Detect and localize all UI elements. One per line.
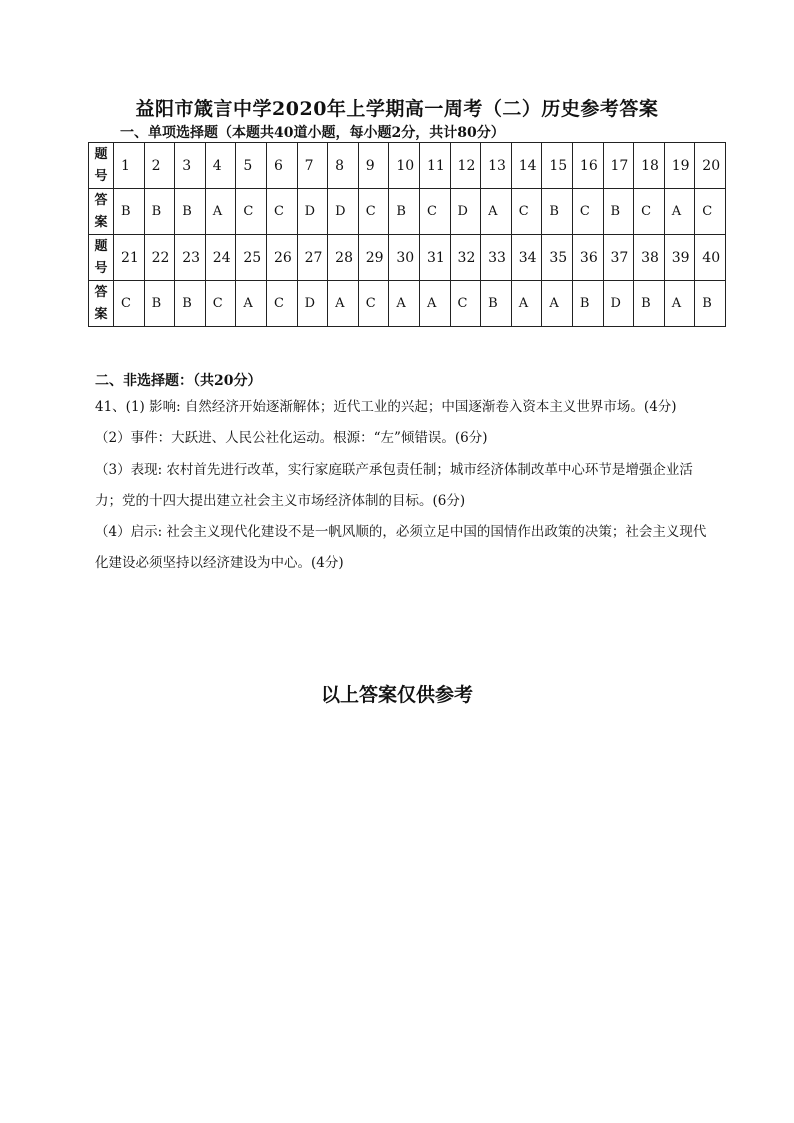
question-number-cell: 32 bbox=[450, 235, 481, 281]
q41-part2: （2）事件：大跃进、人民公社化运动。根源：“左”倾错误。(6分) bbox=[95, 430, 488, 446]
section2-heading: 二、非选择题：（共20分） bbox=[95, 373, 262, 389]
answer-cell: C bbox=[114, 281, 145, 327]
question-number-cell: 28 bbox=[328, 235, 359, 281]
question-number-cell: 29 bbox=[358, 235, 389, 281]
answer-cell: C bbox=[358, 189, 389, 235]
answer-cell: B bbox=[389, 189, 420, 235]
answer-cell: B bbox=[144, 189, 175, 235]
question-number-cell: 1 bbox=[114, 143, 145, 189]
answer-cell: C bbox=[634, 189, 665, 235]
question-number-cell: 21 bbox=[114, 235, 145, 281]
answer-cell: A bbox=[328, 281, 359, 327]
question-number-cell: 33 bbox=[481, 235, 512, 281]
question-number-cell: 4 bbox=[205, 143, 236, 189]
question-number-cell: 9 bbox=[358, 143, 389, 189]
question-number-cell: 11 bbox=[419, 143, 450, 189]
answer-cell: B bbox=[695, 281, 726, 327]
question-number-cell: 10 bbox=[389, 143, 420, 189]
question-number-cell: 35 bbox=[542, 235, 573, 281]
question-number-cell: 2 bbox=[144, 143, 175, 189]
question-number-cell: 22 bbox=[144, 235, 175, 281]
question-number-cell: 38 bbox=[634, 235, 665, 281]
answer-cell: D bbox=[328, 189, 359, 235]
page-title: 益阳市箴言中学2020年上学期高一周考（二）历史参考答案 bbox=[135, 98, 659, 120]
answer-cell: C bbox=[236, 189, 267, 235]
answer-cell: C bbox=[266, 281, 297, 327]
question-number-cell: 8 bbox=[328, 143, 359, 189]
answer-row bbox=[89, 281, 726, 327]
row-header-number: 题 号 bbox=[89, 143, 114, 189]
question-number-cell: 39 bbox=[664, 235, 695, 281]
question-number-cell: 30 bbox=[389, 235, 420, 281]
question-number-row bbox=[89, 143, 726, 189]
q41-part4: （4）启示: 社会主义现代化建设不是一帆风顺的，必须立足中国的国情作出政策的决策；社会主义现代化建设必须坚持以经济建设为中心。(4分) bbox=[95, 524, 707, 571]
question-number-cell: 26 bbox=[266, 235, 297, 281]
answer-cell: B bbox=[144, 281, 175, 327]
answer-cell: B bbox=[542, 189, 573, 235]
question-number-cell: 6 bbox=[266, 143, 297, 189]
answer-cell: B bbox=[603, 189, 634, 235]
answer-cell: A bbox=[511, 281, 542, 327]
answer-cell: A bbox=[664, 189, 695, 235]
question-number-cell: 27 bbox=[297, 235, 328, 281]
answer-cell: C bbox=[419, 189, 450, 235]
question-number-cell: 23 bbox=[175, 235, 206, 281]
answer-cell: A bbox=[389, 281, 420, 327]
closing-note: 以上答案仅供参考 bbox=[320, 684, 473, 706]
answer-cell: C bbox=[572, 189, 603, 235]
answer-cell: B bbox=[481, 281, 512, 327]
answer-cell: A bbox=[419, 281, 450, 327]
answer-cell: B bbox=[175, 281, 206, 327]
question-number-cell: 31 bbox=[419, 235, 450, 281]
answer-cell: A bbox=[481, 189, 512, 235]
answer-cell: D bbox=[603, 281, 634, 327]
question-number-cell: 5 bbox=[236, 143, 267, 189]
answer-cell: C bbox=[450, 281, 481, 327]
q41-part1: 41、(1) 影响: 自然经济开始逐渐解体；近代工业的兴起；中国逐渐卷入资本主义世界市场。(4分) bbox=[95, 399, 677, 415]
answer-cell: D bbox=[450, 189, 481, 235]
q41-part3: （3）表现: 农村首先进行改革，实行家庭联产承包责任制；城市经济体制改革中心环节是增强企业活力；党的十四大提出建立社会主义市场经济体制的目标。(6分) bbox=[95, 462, 693, 509]
answer-cell: C bbox=[511, 189, 542, 235]
question-number-cell: 13 bbox=[481, 143, 512, 189]
answer-cell: C bbox=[695, 189, 726, 235]
question-number-cell: 36 bbox=[572, 235, 603, 281]
question-number-cell: 17 bbox=[603, 143, 634, 189]
question-number-cell: 12 bbox=[450, 143, 481, 189]
answer-cell: C bbox=[266, 189, 297, 235]
answer-cell: C bbox=[358, 281, 389, 327]
question-number-cell: 16 bbox=[572, 143, 603, 189]
question-number-cell: 37 bbox=[603, 235, 634, 281]
question-number-cell: 40 bbox=[695, 235, 726, 281]
row-header-answer: 答 案 bbox=[89, 281, 114, 327]
answer-table bbox=[88, 142, 726, 327]
answer-cell: B bbox=[634, 281, 665, 327]
answer-cell: B bbox=[114, 189, 145, 235]
answer-cell: A bbox=[205, 189, 236, 235]
answer-cell: C bbox=[205, 281, 236, 327]
row-header-answer: 答 案 bbox=[89, 189, 114, 235]
answer-cell: B bbox=[572, 281, 603, 327]
question-number-cell: 19 bbox=[664, 143, 695, 189]
question-number-cell: 24 bbox=[205, 235, 236, 281]
answer-cell: D bbox=[297, 281, 328, 327]
question-number-cell: 14 bbox=[511, 143, 542, 189]
row-header-number: 题 号 bbox=[89, 235, 114, 281]
question-number-cell: 3 bbox=[175, 143, 206, 189]
answer-cell: A bbox=[664, 281, 695, 327]
question-number-cell: 18 bbox=[634, 143, 665, 189]
answer-cell: A bbox=[542, 281, 573, 327]
answer-row bbox=[89, 189, 726, 235]
answer-cell: B bbox=[175, 189, 206, 235]
question-number-cell: 15 bbox=[542, 143, 573, 189]
question-number-cell: 34 bbox=[511, 235, 542, 281]
question-number-cell: 25 bbox=[236, 235, 267, 281]
question-number-row bbox=[89, 235, 726, 281]
section1-heading: 一、单项选择题（本题共40道小题，每小题2分，共计80分） bbox=[120, 125, 505, 141]
answer-cell: A bbox=[236, 281, 267, 327]
answer-cell: D bbox=[297, 189, 328, 235]
question-number-cell: 7 bbox=[297, 143, 328, 189]
question-number-cell: 20 bbox=[695, 143, 726, 189]
